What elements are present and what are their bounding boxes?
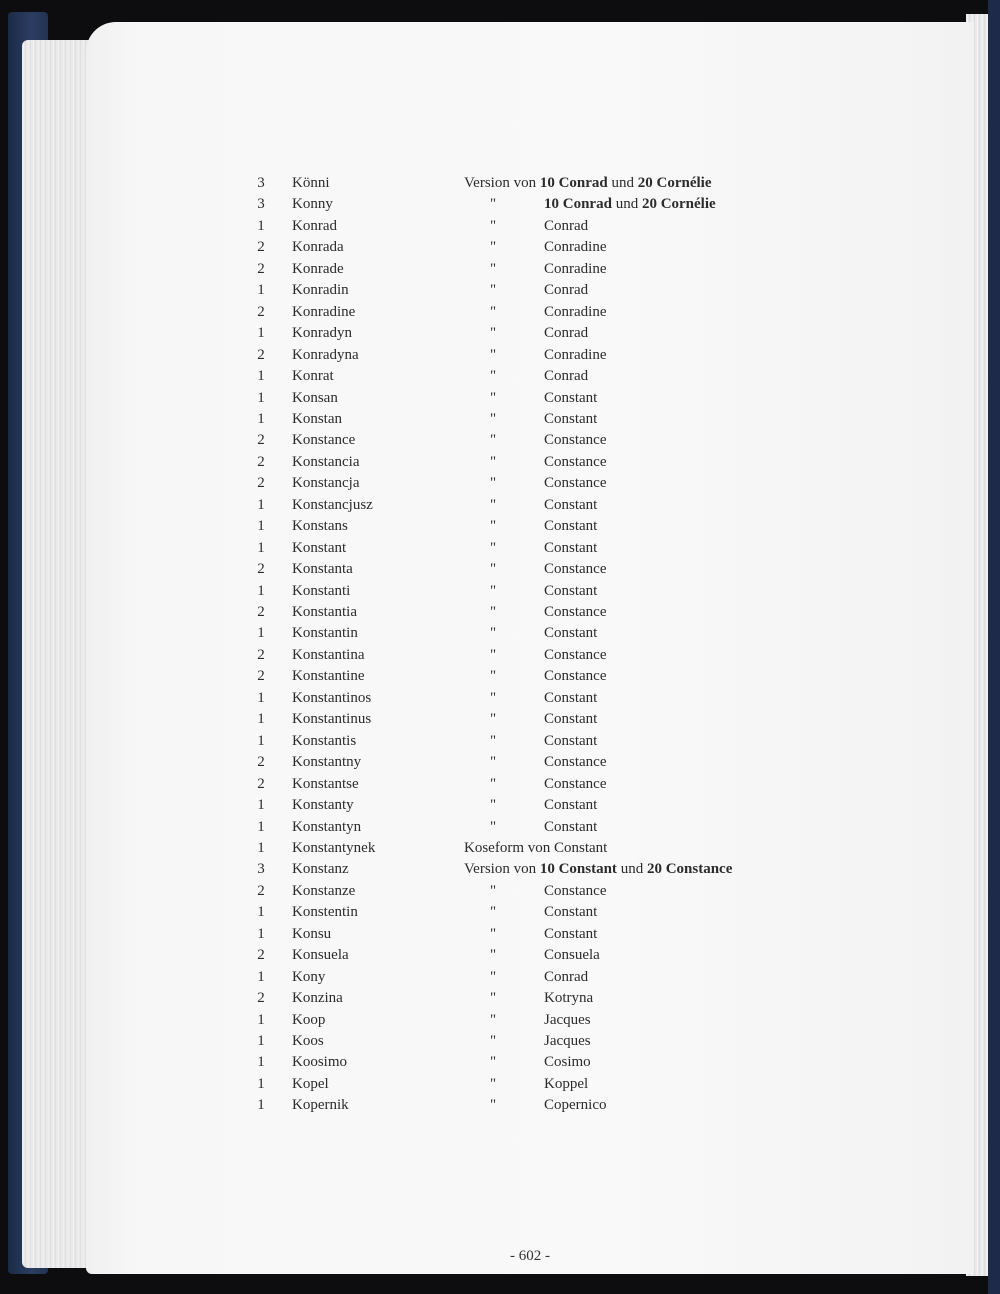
entry-origin: Constance <box>544 432 607 449</box>
origin-name-b: 20 Cornélie <box>637 175 712 191</box>
origin-name-b: 20 Cornélie <box>641 196 716 213</box>
entry-origin: Conradine <box>544 260 607 277</box>
entry-origin: Constance <box>544 754 607 771</box>
ditto-mark: " <box>490 1033 497 1049</box>
entry-number: 1 <box>257 711 265 728</box>
ditto-mark: " <box>490 904 497 921</box>
entry-number: 2 <box>257 990 265 1007</box>
ditto-mark: " <box>490 625 497 642</box>
entry-name: Konrat <box>292 368 334 385</box>
list-item <box>86 819 974 840</box>
list-item <box>86 304 974 325</box>
list-item <box>86 604 974 625</box>
entry-name: Konsan <box>292 389 338 406</box>
entry-number: 2 <box>257 882 265 899</box>
ditto-mark: " <box>490 389 497 406</box>
entry-number: 1 <box>257 732 265 749</box>
entry-name: Konstantina <box>292 646 365 663</box>
list-item <box>86 926 974 947</box>
entry-number: 1 <box>257 925 265 942</box>
entry-origin: Version von 10 Constant und 20 Constance <box>464 861 733 878</box>
entry-origin: Conrad <box>544 968 589 985</box>
entry-origin: Conrad <box>544 217 589 234</box>
entry-origin: 10 Conrad und 20 Cornélie <box>544 196 716 213</box>
entry-origin: Constant <box>544 797 598 814</box>
list-item <box>86 840 974 861</box>
entry-number: 1 <box>257 582 265 599</box>
origin-name-a: 10 Constant <box>539 861 617 878</box>
ditto-mark: " <box>490 711 497 728</box>
entry-origin: Copernico <box>544 1097 607 1114</box>
entry-number: 2 <box>257 303 265 320</box>
entry-origin: Cosimo <box>544 1054 591 1071</box>
list-item <box>86 390 974 411</box>
entry-number: 1 <box>257 496 265 513</box>
entry-number: 1 <box>257 1054 265 1071</box>
list-item <box>86 754 974 775</box>
entry-number: 1 <box>257 325 265 342</box>
entry-origin: Constant <box>544 925 598 942</box>
ditto-mark: " <box>490 217 497 234</box>
list-item <box>86 668 974 689</box>
entry-name: Konsuela <box>292 947 349 964</box>
entry-name: Konstantia <box>292 604 357 620</box>
entry-name: Konradin <box>292 282 349 299</box>
list-item <box>86 1033 974 1054</box>
entry-name: Konstantinos <box>292 689 372 706</box>
entry-origin: Constant <box>544 711 598 728</box>
entry-origin: Constant <box>544 539 598 556</box>
entry-name: Konstantine <box>292 668 365 685</box>
ditto-mark: " <box>490 453 497 470</box>
list-item <box>86 196 974 217</box>
ditto-mark: " <box>490 818 497 835</box>
entry-origin: Conradine <box>544 239 607 256</box>
list-item <box>86 1012 974 1033</box>
entry-name: Konstancia <box>292 453 360 470</box>
entry-number: 1 <box>257 904 265 921</box>
entry-origin: Constance <box>544 646 607 663</box>
entry-number: 1 <box>257 625 265 642</box>
entry-name: Könni <box>292 175 330 191</box>
entry-name: Konstanz <box>292 861 349 878</box>
ditto-mark: " <box>490 925 497 942</box>
ditto-mark: " <box>490 668 497 685</box>
list-item <box>86 990 974 1011</box>
entry-number: 1 <box>257 368 265 385</box>
entry-origin: Constant <box>544 625 598 642</box>
entry-number: 1 <box>257 539 265 556</box>
entry-origin: Constant <box>544 410 598 427</box>
ditto-mark: " <box>490 1054 497 1071</box>
entry-name: Konstancjusz <box>292 496 373 513</box>
origin-name: Constant <box>554 839 608 856</box>
ditto-mark: " <box>490 947 497 964</box>
entry-name: Koosimo <box>292 1054 348 1071</box>
ditto-mark: " <box>490 1011 497 1028</box>
entry-name: Konstanze <box>292 882 356 899</box>
entry-name: Konradine <box>292 303 356 320</box>
ditto-mark: " <box>490 303 497 320</box>
ditto-mark: " <box>490 325 497 342</box>
list-item <box>86 711 974 732</box>
entry-origin: Jacques <box>544 1033 591 1049</box>
entry-number: 1 <box>257 1033 265 1049</box>
ditto-mark: " <box>490 604 497 620</box>
entry-number: 2 <box>257 239 265 256</box>
entry-number: 1 <box>257 1075 265 1092</box>
entry-number: 1 <box>257 217 265 234</box>
list-item <box>86 861 974 882</box>
entry-origin: Constant <box>544 818 598 835</box>
entry-name: Koop <box>292 1011 326 1028</box>
list-item <box>86 432 974 453</box>
book-page <box>86 22 974 1274</box>
entry-name: Kony <box>292 968 326 985</box>
entry-number: 2 <box>257 432 265 449</box>
entry-origin: Constant <box>544 518 598 535</box>
ditto-mark: " <box>490 689 497 706</box>
ditto-mark: " <box>490 432 497 449</box>
entry-name: Kopel <box>292 1075 329 1092</box>
ditto-mark: " <box>490 496 497 513</box>
ditto-mark: " <box>490 475 497 492</box>
entry-number: 2 <box>257 453 265 470</box>
list-item <box>86 625 974 646</box>
entry-name: Konstance <box>292 432 356 449</box>
entry-number: 3 <box>257 175 265 191</box>
entry-number: 2 <box>257 775 265 792</box>
ditto-mark: " <box>490 196 497 213</box>
entry-number: 2 <box>257 561 265 578</box>
ditto-mark: " <box>490 368 497 385</box>
entry-origin: Kotryna <box>544 990 594 1007</box>
entry-name: Konstantis <box>292 732 357 749</box>
entry-name: Konradyna <box>292 346 359 363</box>
entry-number: 2 <box>257 604 265 620</box>
entry-origin: Constance <box>544 882 607 899</box>
entry-origin: Constance <box>544 453 607 470</box>
entry-name: Konsu <box>292 925 332 942</box>
page-number: - 602 - <box>510 1248 550 1264</box>
list-item <box>86 497 974 518</box>
entry-origin: Koppel <box>544 1075 589 1092</box>
ditto-mark: " <box>490 410 497 427</box>
entry-name: Kopernik <box>292 1097 349 1114</box>
entry-number: 2 <box>257 646 265 663</box>
list-item <box>86 454 974 475</box>
entry-name: Konrada <box>292 239 344 256</box>
entry-number: 2 <box>257 346 265 363</box>
list-item <box>86 1076 974 1097</box>
entry-name: Konzina <box>292 990 343 1007</box>
entry-origin: Conradine <box>544 303 607 320</box>
list-item <box>86 261 974 282</box>
entry-name: Konstancja <box>292 475 360 492</box>
entry-origin: Conradine <box>544 346 607 363</box>
entry-origin: Consuela <box>544 947 600 964</box>
entry-origin: Constance <box>544 561 607 578</box>
ditto-mark: " <box>490 732 497 749</box>
entry-name: Konstentin <box>292 904 358 921</box>
name-list <box>86 22 974 1274</box>
list-item <box>86 540 974 561</box>
entry-number: 1 <box>257 689 265 706</box>
entry-name: Konstantny <box>292 754 362 771</box>
entry-origin: Constant <box>544 582 598 599</box>
list-item <box>86 347 974 368</box>
list-item <box>86 561 974 582</box>
entry-name: Konstans <box>292 518 348 535</box>
list-item <box>86 175 974 196</box>
entry-name: Konradyn <box>292 325 352 342</box>
list-item <box>86 776 974 797</box>
ditto-mark: " <box>490 346 497 363</box>
entry-name: Konstanti <box>292 582 351 599</box>
entry-name: Konstantynek <box>292 839 376 856</box>
list-item <box>86 947 974 968</box>
entry-name: Konstant <box>292 539 347 556</box>
list-item <box>86 733 974 754</box>
list-item <box>86 904 974 925</box>
entry-number: 1 <box>257 410 265 427</box>
list-item <box>86 475 974 496</box>
entry-origin: Constance <box>544 604 607 620</box>
entry-origin: Constance <box>544 475 607 492</box>
entry-origin: Conrad <box>544 368 589 385</box>
entry-number: 2 <box>257 668 265 685</box>
ditto-mark: " <box>490 561 497 578</box>
entry-origin: Koseform von Constant <box>464 839 608 856</box>
entry-name: Konrad <box>292 217 337 234</box>
entry-number: 3 <box>257 861 265 878</box>
entry-origin: Version von 10 Conrad und 20 Cornélie <box>464 175 712 191</box>
list-item <box>86 969 974 990</box>
entry-origin: Jacques <box>544 1011 591 1028</box>
entry-origin: Conrad <box>544 325 589 342</box>
entry-number: 1 <box>257 1097 265 1114</box>
entry-origin: Constant <box>544 689 598 706</box>
entry-number: 1 <box>257 818 265 835</box>
entry-name: Konstanta <box>292 561 353 578</box>
entry-name: Konrade <box>292 260 344 277</box>
ditto-mark: " <box>490 990 497 1007</box>
ditto-mark: " <box>490 754 497 771</box>
list-item <box>86 797 974 818</box>
entry-number: 1 <box>257 389 265 406</box>
entry-name: Konstantin <box>292 625 358 642</box>
ditto-mark: " <box>490 775 497 792</box>
entry-origin: Constant <box>544 732 598 749</box>
list-item <box>86 690 974 711</box>
entry-name: Konstantinus <box>292 711 372 728</box>
entry-number: 2 <box>257 754 265 771</box>
ditto-mark: " <box>490 882 497 899</box>
list-item <box>86 1054 974 1075</box>
origin-name-b: 20 Constance <box>646 861 733 878</box>
entry-name: Konstan <box>292 410 342 427</box>
entry-number: 1 <box>257 1011 265 1028</box>
entry-number: 2 <box>257 475 265 492</box>
ditto-mark: " <box>490 797 497 814</box>
ditto-mark: " <box>490 239 497 256</box>
ditto-mark: " <box>490 968 497 985</box>
list-item <box>86 1097 974 1118</box>
entry-origin: Conrad <box>544 282 589 299</box>
list-item <box>86 411 974 432</box>
list-item <box>86 518 974 539</box>
ditto-mark: " <box>490 539 497 556</box>
entry-number: 2 <box>257 260 265 277</box>
entry-name: Konny <box>292 196 333 213</box>
origin-name-a: 10 Conrad <box>539 175 608 191</box>
entry-origin: Constant <box>544 389 598 406</box>
list-item <box>86 883 974 904</box>
ditto-mark: " <box>490 282 497 299</box>
entry-number: 2 <box>257 947 265 964</box>
entry-number: 3 <box>257 196 265 213</box>
entry-number: 1 <box>257 518 265 535</box>
entry-origin: Constance <box>544 668 607 685</box>
entry-origin: Constant <box>544 496 598 513</box>
ditto-mark: " <box>490 1075 497 1092</box>
entry-name: Konstantyn <box>292 818 362 835</box>
origin-name-a: 10 Conrad <box>544 196 612 213</box>
list-item <box>86 239 974 260</box>
list-item <box>86 218 974 239</box>
ditto-mark: " <box>490 1097 497 1114</box>
entry-origin: Constant <box>544 904 598 921</box>
entry-number: 1 <box>257 282 265 299</box>
ditto-mark: " <box>490 260 497 277</box>
entry-number: 1 <box>257 968 265 985</box>
list-item <box>86 368 974 389</box>
list-item <box>86 647 974 668</box>
entry-number: 1 <box>257 839 265 856</box>
ditto-mark: " <box>490 582 497 599</box>
list-item <box>86 583 974 604</box>
entry-origin: Constance <box>544 775 607 792</box>
entry-name: Koos <box>292 1033 324 1049</box>
book-cover-right <box>988 0 1000 1294</box>
entry-name: Konstantse <box>292 775 359 792</box>
entry-number: 1 <box>257 797 265 814</box>
list-item <box>86 325 974 346</box>
list-item <box>86 282 974 303</box>
entry-name: Konstanty <box>292 797 354 814</box>
ditto-mark: " <box>490 646 497 663</box>
ditto-mark: " <box>490 518 497 535</box>
